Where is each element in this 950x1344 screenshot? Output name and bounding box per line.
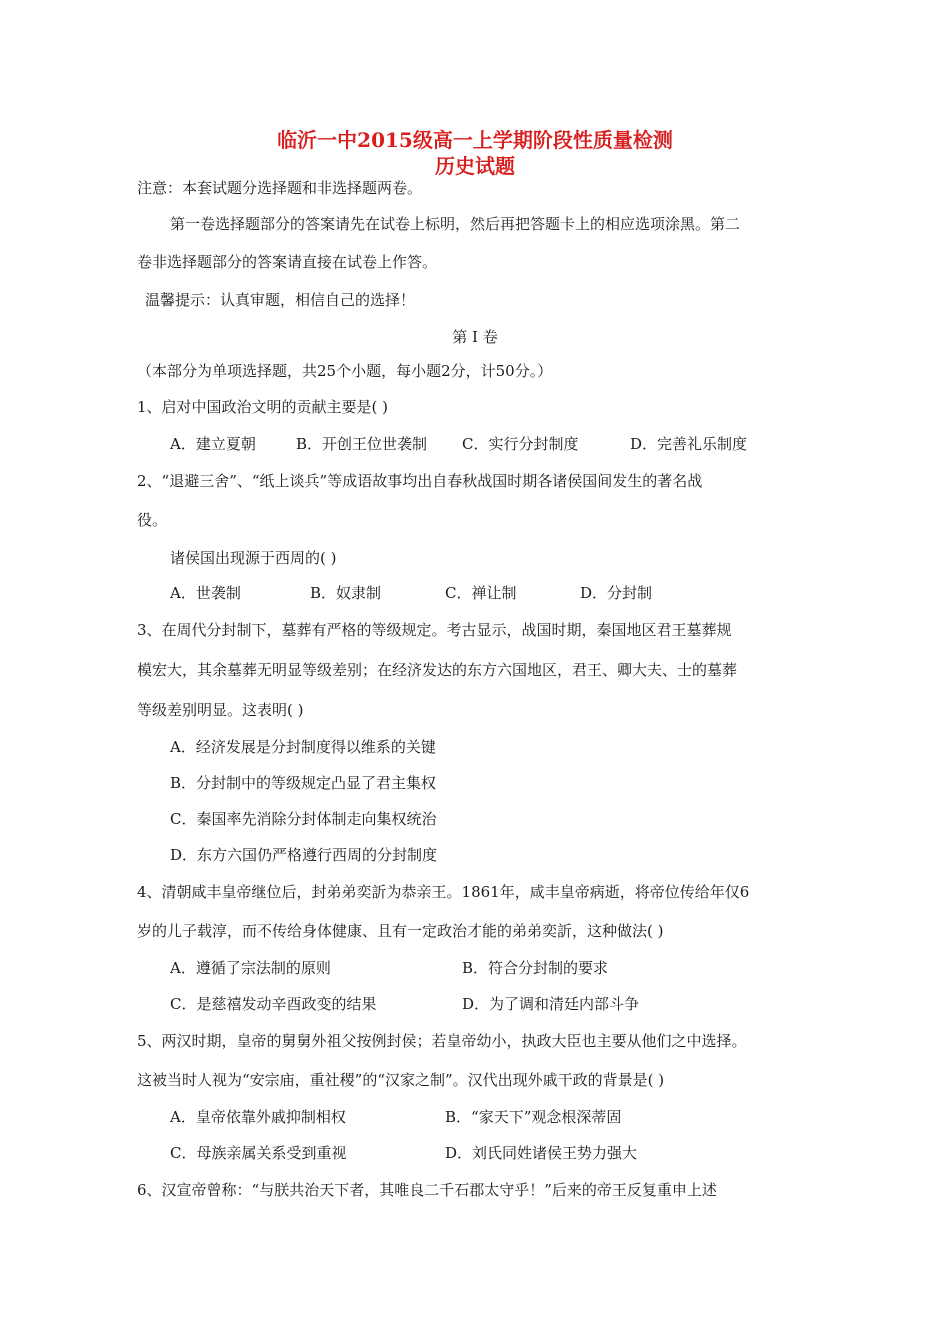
question-2-options	[170, 583, 820, 603]
option-d: D．完善礼乐制度	[630, 435, 748, 453]
option-c: C．禅让制	[445, 584, 517, 602]
exam-title: 临沂一中2015级高一上学期阶段性质量检测	[277, 128, 673, 152]
question-5-options-row-2	[170, 1143, 820, 1163]
question-3-stem-1: 3、在周代分封制下，墓葬有严格的等级规定。考古显示，战国时期，秦国地区君王墓葬规	[137, 621, 732, 639]
notice-line-1: 注意：本套试题分选择题和非选择题两卷。	[137, 179, 423, 197]
option-c: C．母族亲属关系受到重视	[170, 1144, 347, 1162]
question-3-stem-2: 模宏大，其余墓葬无明显等级差别；在经济发达的东方六国地区，君王、卿大夫、士的墓葬	[137, 661, 738, 679]
question-1-stem: 1、启对中国政治文明的贡献主要是( )	[137, 398, 389, 416]
question-6-stem-1: 6、汉宣帝曾称：“与朕共治天下者，其唯良二千石郡太守乎！”后来的帝王反复重申上述	[137, 1181, 717, 1199]
option-d: D．分封制	[580, 584, 653, 602]
question-2-stem-1: 2、“退避三舍”、“纸上谈兵”等成语故事均出自春秋战国时期各诸侯国间发生的著名战	[137, 472, 703, 490]
option-a: A．世袭制	[170, 584, 241, 602]
question-4-options-row-2	[170, 994, 820, 1014]
option-d: D．为了调和清廷内部斗争	[462, 995, 640, 1013]
option-b: B．符合分封制的要求	[462, 959, 609, 977]
option-c: C．实行分封制度	[462, 435, 579, 453]
exam-subtitle: 历史试题	[435, 154, 515, 178]
option-b: B．开创王位世袭制	[296, 435, 428, 453]
option-d: D．刘氏同姓诸侯王势力强大	[445, 1144, 638, 1162]
section-instruction: （本部分为单项选择题，共25个小题，每小题2分，计50分。）	[137, 362, 553, 380]
question-2-stem-2: 役。	[137, 511, 168, 529]
question-3-option-c: C．秦国率先消除分封体制走向集权统治	[170, 810, 437, 828]
notice-line-3: 卷非选择题部分的答案请直接在试卷上作答。	[137, 253, 438, 271]
question-3-option-d: D．东方六国仍严格遵行西周的分封制度	[170, 846, 438, 864]
notice-line-2: 第一卷选择题部分的答案请先在试卷上标明，然后再把答题卡上的相应选项涂黑。第二	[170, 215, 741, 233]
option-a: A．遵循了宗法制的原则	[170, 959, 331, 977]
question-5-stem-2: 这被当时人视为“安宗庙，重社稷”的“汉家之制”。汉代出现外戚干政的背景是( )	[137, 1071, 665, 1089]
question-5-stem-1: 5、两汉时期，皇帝的舅舅外祖父按例封侯；若皇帝幼小，执政大臣也主要从他们之中选择。	[137, 1032, 747, 1050]
question-4-stem-1: 4、清朝咸丰皇帝继位后，封弟弟奕訢为恭亲王。1861年，咸丰皇帝病逝，将帝位传给年仅6	[137, 883, 750, 901]
option-a: A．建立夏朝	[170, 435, 256, 453]
question-3-option-a: A．经济发展是分封制度得以维系的关键	[170, 738, 436, 756]
option-a: A．皇帝依靠外戚抑制相权	[170, 1108, 346, 1126]
question-3-option-b: B．分封制中的等级规定凸显了君主集权	[170, 774, 437, 792]
question-3-stem-3: 等级差别明显。这表明( )	[137, 701, 304, 719]
option-c: C．是慈禧发动辛酉政变的结果	[170, 995, 377, 1013]
option-b: B．奴隶制	[310, 584, 382, 602]
question-5-options-row-1	[170, 1107, 820, 1127]
tip-line: 温馨提示：认真审题，相信自己的选择！	[145, 291, 416, 309]
section-title: 第 Ⅰ 卷	[452, 328, 498, 346]
option-b: B．“家天下”观念根深蒂固	[445, 1108, 622, 1126]
question-1-options	[170, 434, 820, 454]
question-4-stem-2: 岁的儿子载淳，而不传给身体健康、且有一定政治才能的弟弟奕訢，这种做法( )	[137, 922, 664, 940]
question-4-options-row-1	[170, 958, 820, 978]
question-2-stem-3: 诸侯国出现源于西周的( )	[170, 549, 337, 567]
